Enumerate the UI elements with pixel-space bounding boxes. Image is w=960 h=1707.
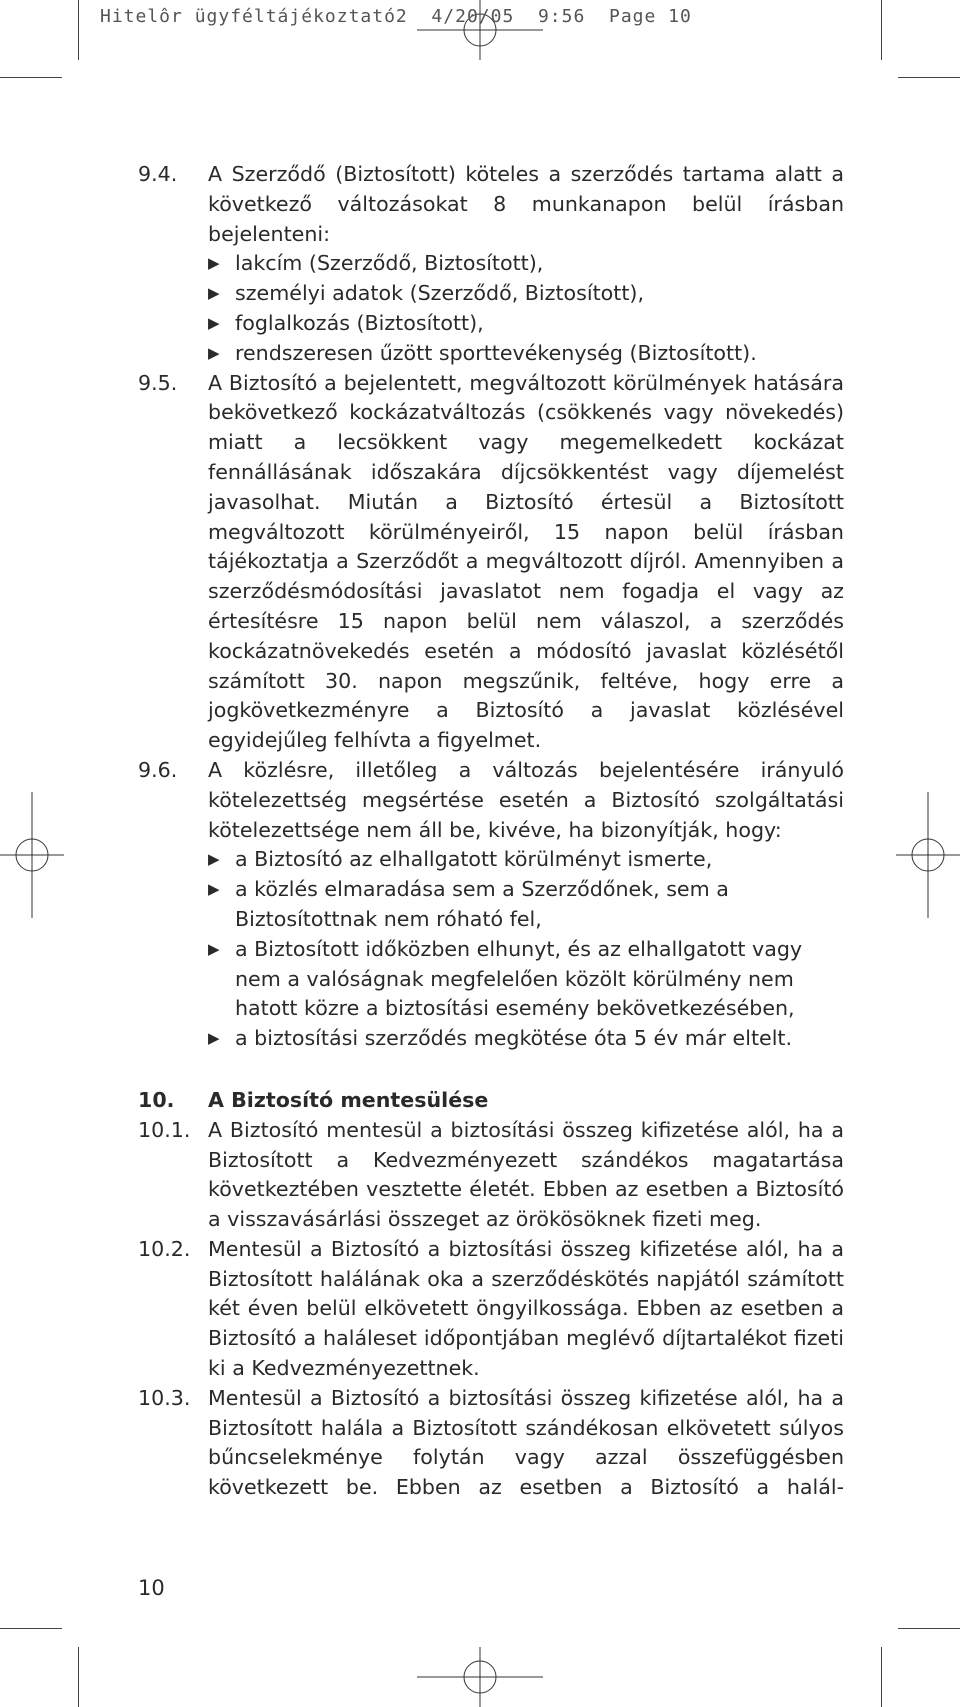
section-content: [208, 160, 844, 369]
crop-mark: [881, 1647, 882, 1707]
section-text: A Biztosító a bejelentett, megváltozott körülmények hatására bekövetkező kockázatváltozás (csökkenés vagy növekedés) miatt a lecsökkent vagy megemelkedett kockázat fennállásának időszakára díjcsökkentést vagy díjemelést javasolhat. Miután a Biztosító értesül a Biztosított megváltozott körülményeiről, 15 napon belül írásban tájékoztatja a Szerződőt a megváltozott díjról. Amennyiben a szerződésmódosítási javaslatot nem fogadja el vagy az értesítésre 15 napon belül nem válaszol, a szerződés kockázatnövekedés esetén a módosító javaslat közlésétől számított 30. napon megszűnik, feltéve, hogy erre a jogkövetkezményre a Biztosító a javaslat közlésével egyidejűleg felhívta a figyelmet.: [208, 370, 844, 753]
heading-number: 10.: [138, 1087, 175, 1112]
section-text: A közlésre, illetőleg a változás bejelentésére irányuló kötelezettség megsértése esetén a Biztosító szolgáltatási kötelezettsége nem áll be, kivéve, ha bizonyítják, hogy:: [208, 757, 844, 842]
heading-title: A Biztosító mentesülése: [208, 1087, 489, 1112]
list-item: ▶ a biztosítási szerződés megkötése óta 5 év már eltelt.: [208, 1024, 844, 1054]
section-text: Mentesül a Biztosító a biztosítási összeg kifizetése alól, ha a Biztosított halálának oka a szerződéskötés napjától számított két éven belül elkövetett öngyilkossága. Ebben az esetben a Biztosító a haláleset időpontjában meglévő díjtartalékot fizeti ki a Kedvezményezettnek.: [208, 1236, 844, 1381]
bullet-triangle-icon: ▶: [208, 254, 220, 273]
crop-mark: [0, 77, 62, 78]
list-item: ▶ a Biztosító az elhallgatott körülményt ismerte,: [208, 845, 844, 875]
section-number: 9.5.: [138, 370, 178, 395]
crop-mark: [0, 1628, 62, 1629]
bullet-triangle-icon: ▶: [208, 313, 220, 332]
list-item: ▶ a közlés elmaradása sem a Szerződőnek, sem a Biztosítottnak nem róható fel,: [208, 875, 844, 935]
section-number: 9.4.: [138, 162, 178, 186]
section-number: 9.6.: [138, 757, 178, 782]
section-content: [208, 756, 844, 1054]
section-9-5: [138, 369, 844, 756]
list-item: ▶ foglalkozás (Biztosított),: [208, 309, 844, 339]
list-item: ▶ személyi adatok (Szerződő, Biztosított),: [208, 279, 844, 309]
section-number: 10.3.: [138, 1385, 191, 1410]
section-9-6: [138, 756, 844, 1054]
bullet-triangle-icon: ▶: [208, 850, 220, 869]
list-item: ▶ rendszeresen űzött sporttevékenység (Biztosított).: [208, 339, 844, 369]
document-page: [138, 160, 844, 1503]
section-heading-10: [138, 1086, 844, 1116]
bullet-triangle-icon: ▶: [208, 284, 220, 303]
bullet-triangle-icon: ▶: [208, 880, 220, 899]
print-slug: Hitelôr ügyféltájékoztató2 4/20/05 9:56 Page 10: [100, 6, 692, 27]
section-10-1: [138, 1116, 844, 1235]
registration-mark-right: [896, 792, 960, 918]
list-item: ▶ a Biztosított időközben elhunyt, és az elhallgatott vagy nem a valóságnak megfelelően közölt körülmény nem hatott közre a biztosítási esemény bekövetkezésében,: [208, 935, 844, 1024]
list-item: ▶ lakcím (Szerződő, Biztosított),: [208, 249, 844, 279]
section-text: A Szerződő (Biztosított) köteles a szerződés tartama alatt a következő változásokat 8 munkanapon belül írásban bejelenteni:: [208, 162, 844, 246]
crop-mark: [78, 1647, 79, 1707]
crop-mark: [78, 0, 79, 60]
section-text: A Biztosító mentesül a biztosítási összeg kifizetése alól, ha a Biztosított a Kedvezményezett szándékos magatartása következtében vesztette életét. Ebben az esetben a Biztosító a visszavásárlási összeget az örökösöknek fizeti meg.: [208, 1117, 844, 1232]
section-text: Mentesül a Biztosító a biztosítási összeg kifizetése alól, ha a Biztosított halála a Biztosított szándékosan elkövetett súlyos bűncselekménye folytán vagy azzal összefüggésben következett be. Ebben az esetben a Biztosító a halál-: [208, 1385, 844, 1500]
bullet-triangle-icon: ▶: [208, 939, 220, 958]
section-9-4: [138, 160, 844, 369]
section-10-3: [138, 1384, 844, 1503]
registration-mark-left: [0, 792, 64, 918]
crop-mark: [881, 0, 882, 60]
registration-mark-bottom: [417, 1647, 543, 1707]
bullet-triangle-icon: ▶: [208, 1029, 220, 1048]
section-number: 10.1.: [138, 1117, 191, 1142]
section-number: 10.2.: [138, 1236, 191, 1261]
crop-mark: [898, 1628, 960, 1629]
page-number: 10: [138, 1576, 165, 1600]
bullet-triangle-icon: ▶: [208, 343, 220, 362]
crop-mark: [898, 77, 960, 78]
section-10-2: [138, 1235, 844, 1384]
